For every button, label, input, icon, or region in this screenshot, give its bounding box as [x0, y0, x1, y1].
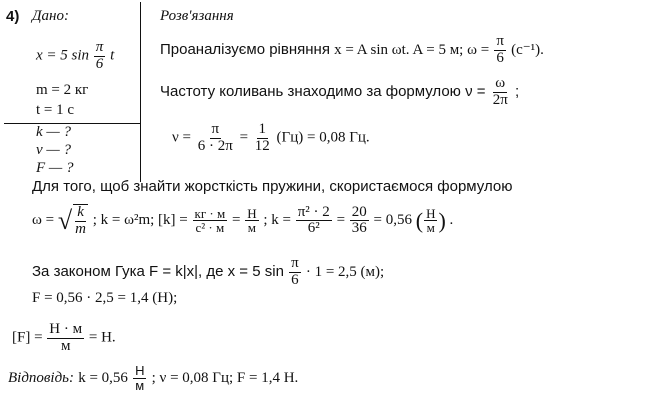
- omega-k-text: ; k = ω²m; [k] =: [92, 212, 188, 229]
- paren-open: (: [415, 207, 424, 233]
- given-x-rhs: t: [110, 47, 115, 64]
- k-unit-frac: [424, 207, 437, 235]
- answer-k: k = 0,56: [78, 370, 128, 387]
- hooke-frac-den: 6: [291, 271, 299, 288]
- F-unit-frac: [47, 322, 84, 355]
- answer-k-den: м: [135, 377, 145, 393]
- sqrt-expression: [58, 204, 89, 238]
- line2-end: ;: [514, 83, 520, 101]
- sqrt-frac: [73, 204, 88, 238]
- line1-frac-den: 6: [496, 49, 504, 66]
- k-eq: =: [336, 212, 346, 229]
- line1-frac-num: π: [496, 33, 504, 49]
- sqrt-sign-icon: √: [57, 205, 73, 235]
- k-unit-num: Н: [426, 205, 436, 221]
- k-frac-2-num: 20: [351, 203, 367, 220]
- hooke-frac: [289, 256, 301, 289]
- nu-frac-2-num: 1: [258, 121, 267, 137]
- F-unit-rhs: = Н.: [88, 329, 116, 346]
- unit-frac-1: [193, 207, 228, 235]
- paren-close: ): [438, 207, 446, 233]
- find-k: k — ?: [36, 124, 71, 140]
- nu-frac-1: [196, 122, 235, 155]
- omega-lhs: ω =: [32, 212, 55, 229]
- unit-frac-1-num: кг · м: [194, 205, 226, 221]
- unit-frac-2-num: Н: [247, 205, 257, 221]
- k-end: .: [449, 212, 454, 229]
- line1-text-b: x = A sin ωt. A = 5 м; ω =: [334, 42, 490, 59]
- given-x-frac: [94, 40, 106, 73]
- given-x-frac-num: π: [95, 39, 104, 55]
- hooke-text: За законом Гука F = k|x|, де x = 5 sin: [32, 263, 284, 281]
- nu-rhs: (Гц) = 0,08 Гц.: [276, 129, 370, 146]
- given-x-lhs: x = 5 sin: [36, 47, 90, 64]
- given-time: t = 1 с: [36, 102, 75, 118]
- hooke-frac-num: π: [291, 255, 299, 271]
- given-vertical-rule: [140, 2, 141, 182]
- line1-unit: (c⁻¹).: [511, 42, 544, 59]
- F-unit-den: м: [60, 337, 71, 354]
- F-unit-num: Н · м: [49, 321, 83, 337]
- line2-text: Частоту коливань знаходимо за формулою ν =: [160, 83, 486, 101]
- solution-line-1: [160, 34, 544, 67]
- F-unit-lhs: [F] =: [12, 329, 43, 346]
- answer-rest: ; ν = 0,08 Гц; F = 1,4 Н.: [151, 370, 299, 387]
- given-heading: Дано:: [32, 8, 69, 24]
- nu-lhs: ν =: [172, 129, 191, 146]
- solution-line-2: [160, 76, 519, 109]
- nu-frac-2-den: 12: [254, 137, 270, 154]
- answer-label: Відповідь:: [8, 370, 75, 387]
- unit-eq: =: [231, 212, 241, 229]
- line2-frac: [491, 76, 510, 109]
- line2-frac-den: 2π: [492, 91, 508, 108]
- F-calculation: F = 0,56 · 2,5 = 1,4 (Н);: [32, 290, 178, 306]
- hooke-line: [32, 256, 384, 289]
- answer-k-unit: [133, 364, 146, 392]
- sqrt-frac-den: m: [75, 220, 86, 237]
- given-divider: [4, 123, 141, 124]
- k-frac-1: [296, 205, 332, 238]
- hooke-end: · 1 = 2,5 (м);: [305, 264, 385, 281]
- unit-frac-2: [245, 207, 258, 235]
- line2-frac-num: ω: [495, 75, 506, 91]
- answer-line: [8, 364, 298, 392]
- nu-frac-1-num: π: [211, 121, 220, 137]
- unit-frac-1-den: c² · м: [195, 220, 225, 236]
- find-F: F — ?: [36, 160, 74, 176]
- k-frac-1-den: 6²: [307, 220, 320, 237]
- given-x-equation: [36, 40, 114, 73]
- nu-frac-2: [253, 122, 272, 155]
- k-frac-2-den: 36: [351, 220, 367, 237]
- line1-frac: [494, 34, 506, 67]
- k-calc-lhs: ; k =: [263, 212, 291, 229]
- omega-formula-line: [32, 204, 453, 238]
- nu-eq: =: [239, 129, 249, 146]
- problem-number: 4): [6, 8, 20, 25]
- k-value: = 0,56: [373, 212, 412, 229]
- nu-calculation: [172, 122, 370, 155]
- k-frac-1-num: π² · 2: [297, 203, 330, 220]
- solution-heading: Розв'язання: [160, 8, 234, 24]
- F-unit-line: [12, 322, 116, 355]
- unit-frac-2-den: м: [247, 220, 257, 236]
- stiffness-paragraph: Для того, щоб знайти жорсткість пружини, скористаємося формулою: [32, 178, 513, 195]
- answer-k-num: Н: [135, 363, 145, 378]
- k-unit-den: м: [426, 220, 435, 236]
- nu-frac-1-den: 6 · 2π: [197, 137, 233, 154]
- find-nu: ν — ?: [36, 142, 71, 158]
- line1-text-a: Проаналізуємо рівняння: [160, 41, 330, 59]
- sqrt-frac-num: k: [77, 204, 84, 220]
- given-x-frac-den: 6: [95, 55, 104, 72]
- k-frac-2: [350, 205, 369, 238]
- given-mass: m = 2 кг: [36, 82, 89, 98]
